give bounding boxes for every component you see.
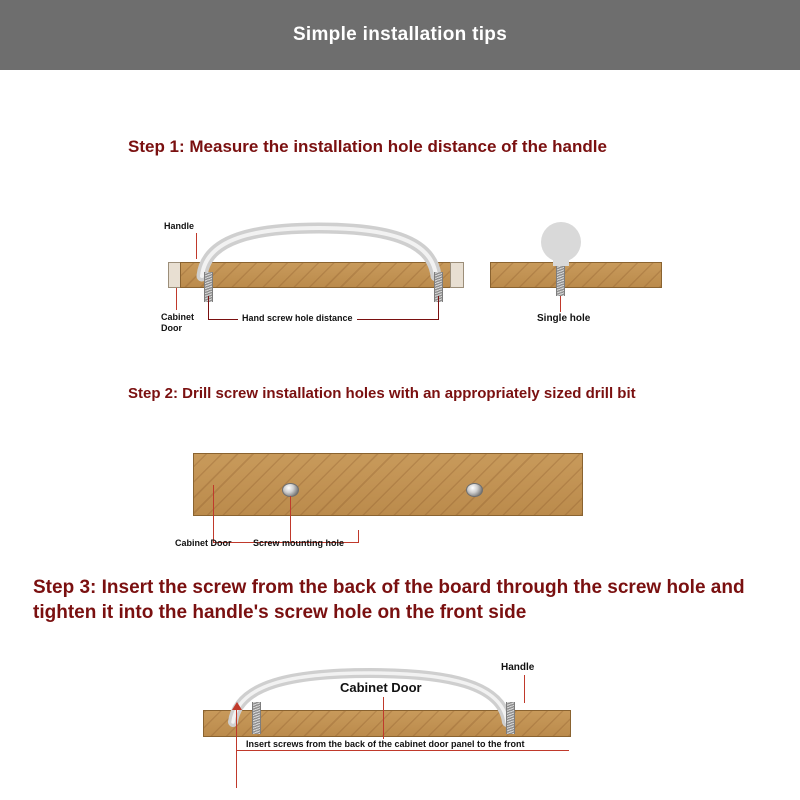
handle-arc-step3	[227, 670, 517, 726]
leader-screw-mounting-hole	[290, 496, 291, 543]
label-cabinet-door-step2: Cabinet Door	[175, 538, 232, 548]
dim-tick-left	[208, 296, 209, 320]
step-2-heading: Step 2: Drill screw installation holes with an appropriately sized drill bit	[128, 385, 636, 402]
handle-screw-left-step3	[252, 702, 261, 734]
leader-cabinet-door-step2	[213, 485, 214, 543]
knob-neck-single-hole	[553, 252, 569, 266]
screw-mounting-hole-left	[282, 483, 299, 497]
screw-mounting-hole-right	[466, 483, 483, 497]
cabinet-door-board-step2	[193, 453, 583, 516]
arrow-insert-screw-up	[232, 702, 242, 710]
leader-cabinet-door-step3	[383, 697, 384, 740]
leader-handle-step1	[196, 233, 197, 259]
header-bar	[0, 0, 800, 70]
leader-cabinet-door-step1	[176, 288, 177, 310]
leader-handle-step3	[524, 675, 525, 703]
label-screw-mounting-hole: Screw mounting hole	[253, 538, 345, 548]
leader-single-hole	[560, 296, 561, 312]
label-hole-distance: Hand screw hole distance	[238, 313, 357, 323]
label-insert-note: Insert screws from the back of the cabinet door panel to the front	[243, 739, 528, 749]
dim-tick-right	[438, 296, 439, 320]
note-baseline-step3	[236, 750, 569, 751]
step-3-heading: Step 3: Insert the screw from the back of the board through the screw hole and tighten it into the handle's screw hole on the front side	[33, 577, 745, 623]
label-cabinet-door-step1-line2: Door	[161, 323, 182, 333]
handle-arc-step1	[196, 226, 446, 280]
label-single-hole: Single hole	[537, 313, 591, 324]
label-handle-step1: Handle	[164, 221, 195, 231]
knob-screw-single-hole	[556, 266, 565, 296]
leader-insert-screw	[236, 710, 237, 788]
cabinet-door-right-edge	[450, 262, 464, 288]
label-handle-step3: Handle	[501, 662, 535, 673]
page-title: Simple installation tips	[292, 24, 508, 45]
step-1-heading: Step 1: Measure the installation hole distance of the handle	[128, 137, 607, 156]
label-cabinet-door-step1-line1: Cabinet	[161, 312, 195, 322]
label-cabinet-door-step3: Cabinet Door	[340, 680, 422, 695]
cabinet-door-board-step1-right	[490, 262, 662, 288]
handle-screw-right-step3	[506, 702, 515, 734]
